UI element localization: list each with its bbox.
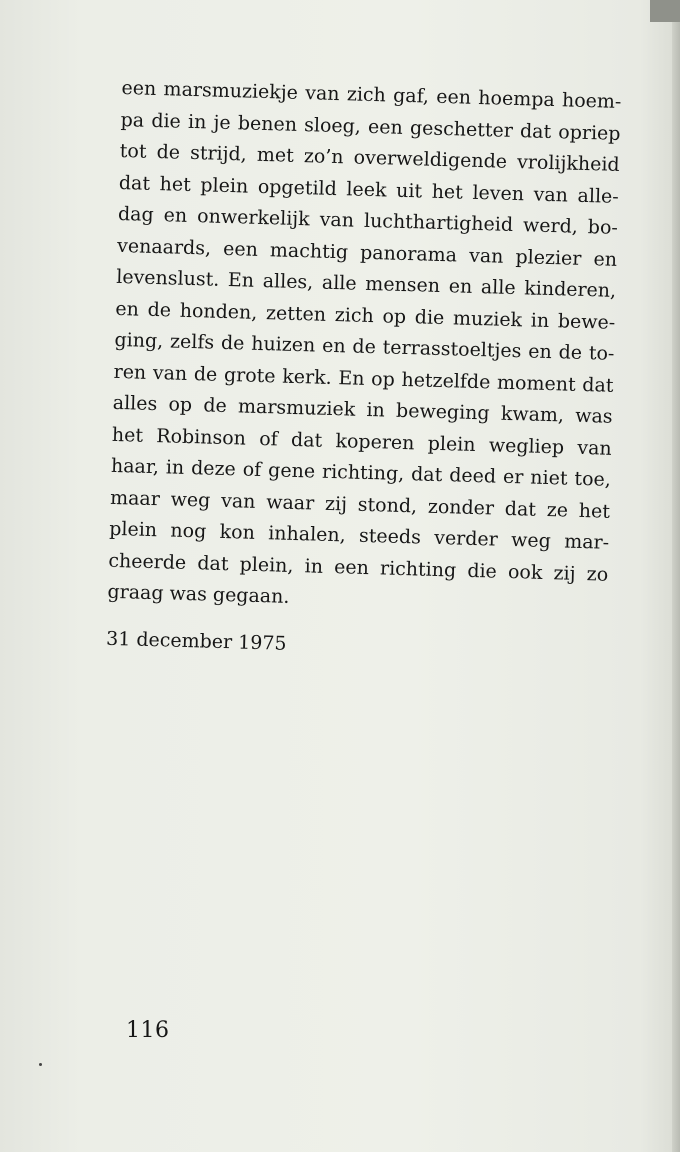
show-through: ​ ​ ​ ​ ​ ​ ​ ​ ​ ​ ​ ​ xyxy=(610,601,620,969)
scan-corner xyxy=(650,0,680,22)
dateline: 31 december 1975 xyxy=(105,627,287,655)
text-line: alles op de marsmuziek in beweging kwam, was xyxy=(112,391,613,428)
text-line: dag en onwerkelijk van luchthartigheid werd, bo- xyxy=(117,202,619,239)
text-line: tot de strijd, met zo’n overweldigende vrolijkheid xyxy=(119,139,620,176)
text-line: en de honden, zetten zich op die muziek in bewe- xyxy=(115,297,616,334)
ink-speck xyxy=(39,1063,42,1066)
page-number: 116 xyxy=(126,1018,170,1043)
text-line: levenslust. En alles, alle mensen en alle kinderen, xyxy=(115,265,617,302)
text-line: pa die in je benen sloeg, een geschetter dat opriep xyxy=(120,108,621,145)
text-line: haar, in deze of gene richting, dat deed er niet toe, xyxy=(110,454,612,491)
text-line: cheerde dat plein, in een richting die ook zij zo xyxy=(108,549,609,586)
text-line: een marsmuziekje van zich gaf, een hoempa hoem- xyxy=(121,76,622,113)
text-line: ging, zelfs de huizen en de terrasstoeltjes en de to- xyxy=(114,328,615,365)
body-text xyxy=(106,73,622,663)
text-line: dat het plein opgetild leek uit het leven van alle- xyxy=(118,171,620,208)
text-line: venaards, een machtig panorama van plezier en xyxy=(116,234,618,271)
text-line: het Robinson of dat koperen plein wegliep van xyxy=(111,423,613,460)
text-line: maar weg van waar zij stond, zonder dat ze het xyxy=(109,486,611,523)
page-edge xyxy=(672,0,680,1152)
text-line: ren van de grote kerk. En op hetzelfde moment dat xyxy=(113,360,614,397)
text-line: plein nog kon inhalen, steeds verder weg mar- xyxy=(108,517,610,554)
text-line-final: graag was gegaan. xyxy=(107,580,290,608)
